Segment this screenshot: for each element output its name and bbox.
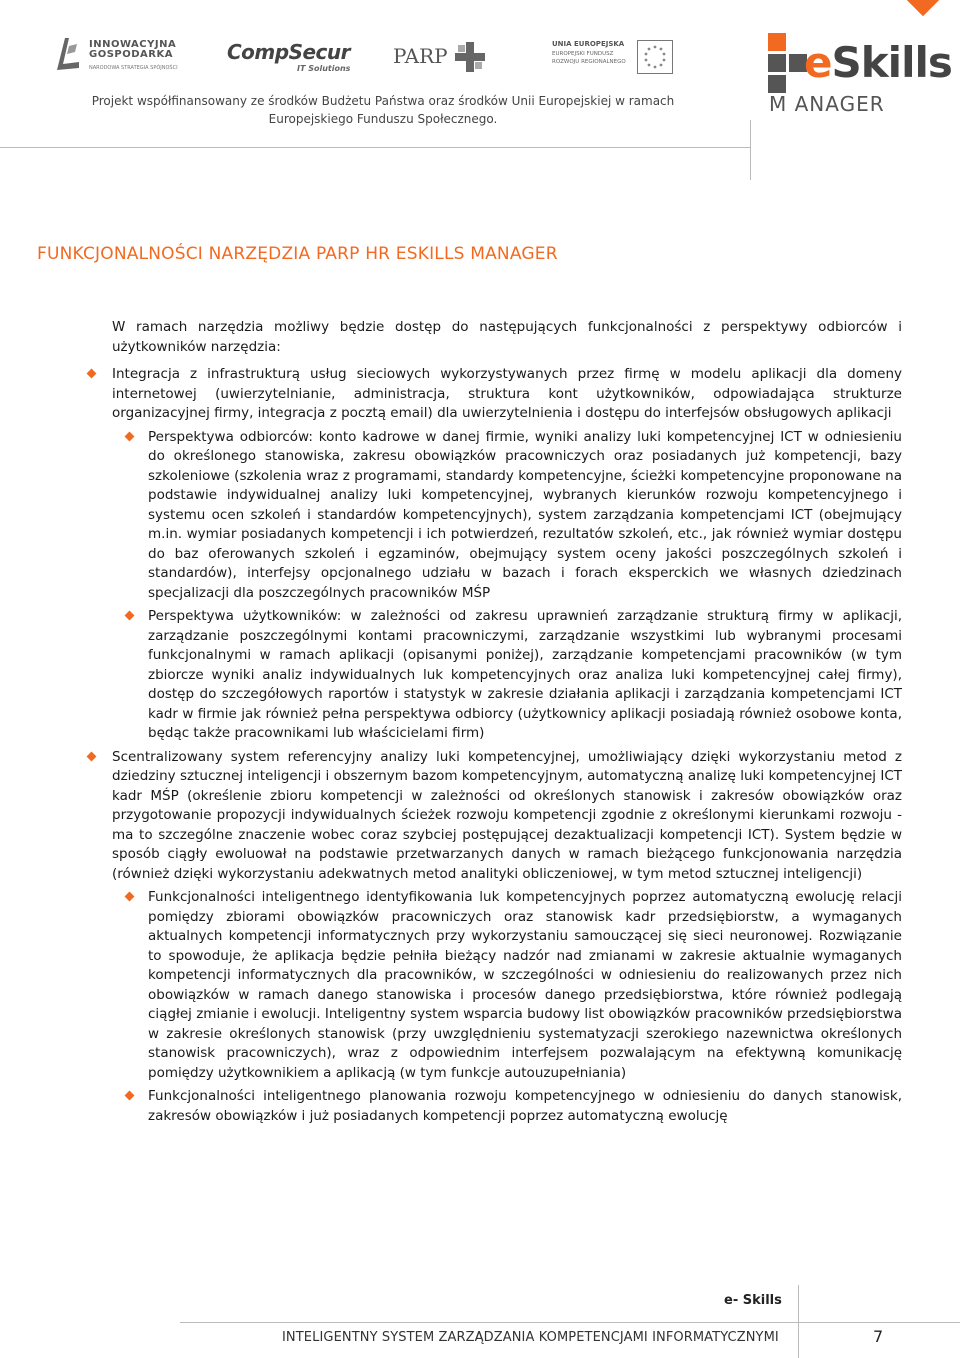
page-number: 7 (873, 1327, 884, 1346)
eu-line1: UNIA EUROPEJSKA (552, 40, 625, 48)
parp-logo (393, 40, 493, 74)
innowacyjna-gospodarka-logo (55, 32, 185, 76)
funding-line1: Projekt współfinansowany ze środków Budżetu Państwa oraz środków Unii Europejskiej w ramach (91, 94, 675, 108)
footer-brand: e- Skills (724, 1293, 782, 1308)
brand-diamond-icon (902, 0, 944, 16)
sub-list-item-text: Funkcjonalności inteligentnego planowania rozwoju kompetencyjnego w odniesieniu do danych stanowisk, zakresów obowiązków i już posiadanych kompetencji poprzez automatyczną ewolucję (148, 1088, 902, 1124)
brand-manager: M ANAGER (769, 92, 885, 116)
list-item (112, 365, 902, 424)
diamond-bullet-icon (87, 369, 97, 379)
intro-paragraph: W ramach narzędzia możliwy będzie dostęp do następujących funkcjonalności z perspektywy odbiorców i użytkowników narzędzia: (112, 319, 902, 355)
partner-logos (55, 32, 695, 80)
sub-list-item (148, 1087, 902, 1126)
compsecur-name: CompSecur (227, 40, 350, 64)
sub-list-item (148, 888, 902, 1083)
brand-square-icon (768, 75, 786, 93)
list-item (112, 748, 902, 885)
innowacyjna-subtitle: NARODOWA STRATEGIA SPÓJNOŚCI (89, 65, 178, 71)
innowacyjna-line2: GOSPODARKA (89, 49, 173, 60)
funding-statement (73, 92, 693, 128)
footer-system-name: INTELIGENTNY SYSTEM ZARZĄDZANIA KOMPETENCJAMI INFORMATYCZNYMI (282, 1330, 779, 1345)
compsecur-logo (227, 40, 351, 73)
sub-list-item-text: Perspektywa odbiorców: konto kadrowe w danej firmie, wyniki analizy luki kompetencyjnej ICT w odniesieniu do określonego stanowiska, zakresu obowiązków pracowniczych oraz posiadanych już kompetencji, bazy szkoleniowe (szkolenia wraz z programami, standardy kompetencyjne, ścieżki kompetencyjne proponowane na podstawie indywidualnej analizy luki kompetencyjnej, wybranych kierunków rozwoju kompetencyjnego i systemu ocen szkoleń i standardów kompetencyjnych), system zarządzania kompetencjami ICT (obejmujący m.in. wymiar posiadanych kompetencji i ich potwierdzeń, rezultatów szkoleń, etc., jak również wymiar dostępu do baz oferowanych szkoleń i egzaminów, obejmujący system oceny jakości poszczególnych szkoleń i standardów), interfejsy opcjonalnego udziału w bazach i forach eksperckich we własnych dziedzinach specjalizacji dla poszczególnych pracowników MŚP (148, 428, 902, 601)
brand-logo-text (804, 38, 952, 87)
diamond-bullet-icon (125, 611, 135, 621)
section-title: FUNKCJONALNOŚCI NARZĘDZIA PARP HR ESKILLS MANAGER (37, 244, 558, 264)
header-vertical-divider (750, 120, 751, 180)
parp-cross-icon (455, 42, 485, 72)
eu-flag-icon (637, 40, 673, 74)
funding-line2: Europejskiego Funduszu Społecznego. (268, 112, 498, 126)
diamond-bullet-icon (125, 892, 135, 902)
list-item-text: Integracja z infrastrukturą usług sieciowych wykorzystywanych przez firmę w modelu aplikacji dla domeny internetowej (uwierzytelnianie, administracja, struktura kont użytkowników, odpowiadająca strukturze organizacyjnej firmy, integracja z pocztą email) dla uwierzytelnienia i dostępu do interfejsów obsługowych aplikacji (112, 366, 902, 421)
brand-square-icon (768, 54, 786, 72)
brand-skills: Skills (831, 38, 952, 87)
diamond-bullet-icon (87, 751, 97, 761)
eu-line2: EUROPEJSKI FUNDUSZ (552, 51, 614, 57)
diamond-bullet-icon (125, 1091, 135, 1101)
header-divider (0, 147, 750, 148)
eu-line3: ROZWOJU REGIONALNEGO (552, 59, 626, 65)
sub-list-item-text: Perspektywa użytkowników: w zależności od zakresu uprawnień zarządzanie strukturą firmy w aplikacji, zarządzanie poszczególnymi kontami pracowniczymi, zarządzanie wszystkimi lub wybranymi procesami funkcjonalnymi w ramach aplikacji (opisanymi poniżej), zarządzanie kompetencjami pracowników (w tym zbiorcze wyniki analiz indywidualnych luk kompetencyjnych oraz analiza luki kompetencyjnej całej firmy), dostęp do szczegółowych raportów i statystyk w zakresie działania aplikacji i zarządzania kompetencjami ICT kadr w firmie jak również pełna perspektywa odbiorcy (użytkownicy aplikacji posiadają również osobowe konta, będąc także pracownikami lub właścicielami firm) (148, 608, 902, 741)
innowacyjna-gospodarka-icon (55, 34, 81, 72)
sub-list-item (148, 607, 902, 744)
brand-square-icon (768, 33, 786, 51)
sub-list-item (148, 428, 902, 604)
eu-logo (552, 40, 677, 78)
document-body (112, 318, 902, 1130)
parp-name: PARP (393, 44, 448, 68)
diamond-bullet-icon (125, 431, 135, 441)
sub-list-item-text: Funkcjonalności inteligentnego identyfikowania luk kompetencyjnych poprzez automatyczną ewolucję relacji pomiędzy zbiorami obowiązków pracowniczych oraz stanowisk kadr przedsiębiorstw, a wymaganych aktualnych kompetencji informatycznych przy wykorzystaniu samouczącej się sieci neuronowej. Rozwiązanie to spowoduje, że aplikacja będzie pełniła bieżący nadzór nad zmianami w zakresie aktualnie wymaganych kompetencji informatycznych dla pracowników, w szczególności w odniesieniu do realizowanych przez nich obowiązków w ramach danego stanowiska i procesów danego przedsiębiorstwa, które również podlegają ciągłej zmianie i ewolucji. Inteligentny system wsparcia budowy list obowiązków pracowników przedsiębiorstwa w zakresie określonych stanowisk (przy uwzględnieniu systematyzacji szerokiego nazewnictwa określonych stanowisk pracowniczych), wraz z odpowiednim interfejsem pozwalającym na efektywną komunikację pomiędzy użytkownikiem a aplikacją (w tym funkcje autouzupełniania) (148, 889, 902, 1081)
compsecur-subtitle: IT Solutions (297, 64, 351, 73)
footer-divider (180, 1322, 960, 1323)
innowacyjna-line1: INNOWACYJNA (89, 39, 177, 50)
brand-e: e (804, 38, 832, 87)
list-item-text: Scentralizowany system referencyjny analizy luki kompetencyjnej, umożliwiający dzięki wykorzystaniu metod z dziedziny sztucznej inteligencji i obszernym bazom kompetencyjnym, automatyczną analizę luki kompetencyjnej ICT kadr MŚP (określenie zbioru kompetencji w zależności od określonych stanowisk i zakresów obowiązków oraz przygotowanie propozycji indywidualnych ścieżek rozwoju kompetencji zgodnie z określonymi kierunkami rozwoju - ma to szczególne znaczenie wobec coraz szybciej postępującej dezaktualizacji kompetencji ICT). System będzie w sposób ciągły ewoluował na podstawie przetwarzanych danych w ramach bieżącego funkcjonowania narzędzia (również dzięki wykorzystaniu adekwatnych metod analityki obliczeniowej, w tym metod sztucznej inteligencji) (112, 748, 902, 882)
